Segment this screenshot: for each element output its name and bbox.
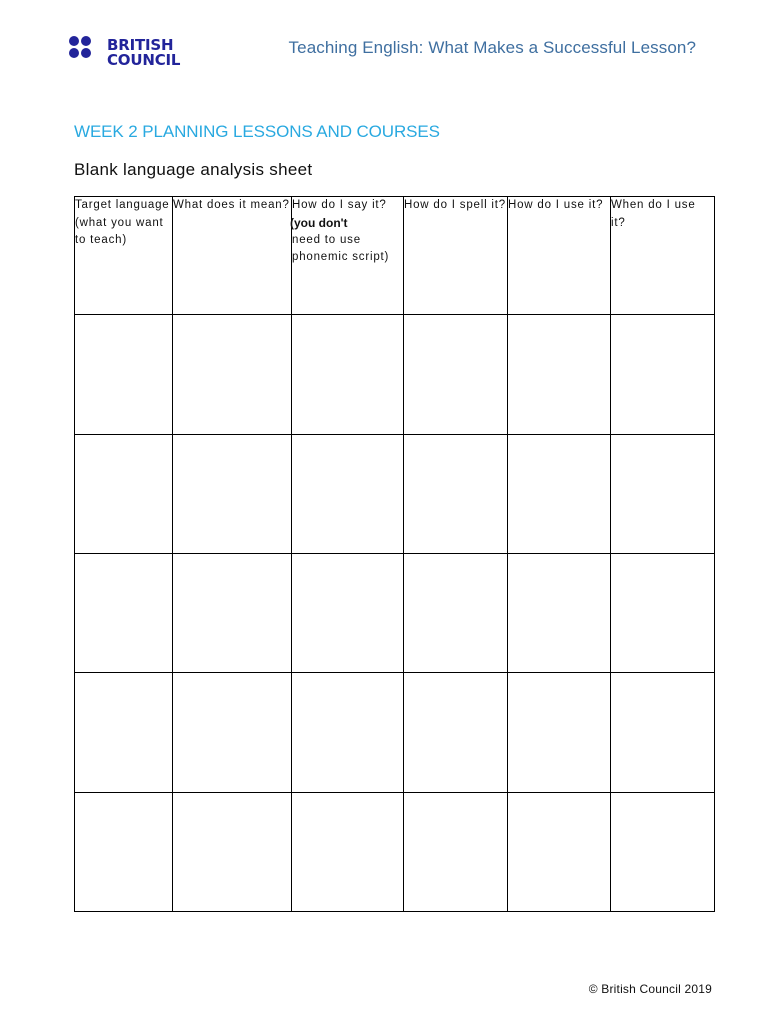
table-cell[interactable] bbox=[173, 434, 292, 553]
table-cell[interactable] bbox=[404, 315, 508, 434]
logo-dots-icon bbox=[69, 36, 103, 70]
table-cell[interactable] bbox=[292, 315, 404, 434]
table-row bbox=[75, 673, 715, 792]
table-cell[interactable] bbox=[508, 673, 611, 792]
table-row bbox=[75, 315, 715, 434]
header-meaning: What does it mean? bbox=[173, 197, 292, 315]
header-usage: How do I use it? bbox=[508, 197, 611, 315]
table-cell[interactable] bbox=[173, 553, 292, 672]
header-target-language: Target language (what you want to teach) bbox=[75, 197, 173, 315]
table-header-row bbox=[75, 197, 715, 315]
table-cell[interactable] bbox=[173, 315, 292, 434]
course-title: Teaching English: What Makes a Successful Lesson? bbox=[288, 38, 696, 57]
header-pronunciation-note: need to use phonemic script) bbox=[292, 233, 390, 263]
table-cell[interactable] bbox=[404, 434, 508, 553]
table-cell[interactable] bbox=[75, 553, 173, 672]
week-heading: WEEK 2 PLANNING LESSONS AND COURSES bbox=[74, 122, 440, 141]
copyright-footer: © British Council 2019 bbox=[588, 982, 712, 996]
table-cell[interactable] bbox=[292, 553, 404, 672]
table-cell[interactable] bbox=[173, 792, 292, 911]
table-cell[interactable] bbox=[611, 553, 715, 672]
table-cell[interactable] bbox=[508, 553, 611, 672]
table-row bbox=[75, 553, 715, 672]
header-pronunciation-label: How do I say it? bbox=[292, 199, 387, 211]
logo-line-1: BRITISH bbox=[107, 36, 174, 54]
header-pronunciation bbox=[292, 197, 404, 315]
table-cell[interactable] bbox=[508, 792, 611, 911]
table-cell[interactable] bbox=[75, 792, 173, 911]
table-cell[interactable] bbox=[292, 673, 404, 792]
table-cell[interactable] bbox=[292, 792, 404, 911]
table-cell[interactable] bbox=[292, 434, 404, 553]
table-cell[interactable] bbox=[75, 673, 173, 792]
language-analysis-table bbox=[74, 196, 715, 912]
table-cell[interactable] bbox=[75, 315, 173, 434]
table-cell[interactable] bbox=[611, 434, 715, 553]
table-cell[interactable] bbox=[404, 792, 508, 911]
header-pronunciation-note-bold: (you don't bbox=[290, 215, 348, 230]
table-row bbox=[75, 792, 715, 911]
table-cell[interactable] bbox=[508, 315, 611, 434]
sheet-title: Blank language analysis sheet bbox=[74, 160, 313, 179]
table-cell[interactable] bbox=[508, 434, 611, 553]
table-row bbox=[75, 434, 715, 553]
table-cell[interactable] bbox=[611, 673, 715, 792]
table-cell[interactable] bbox=[404, 673, 508, 792]
table-cell[interactable] bbox=[75, 434, 173, 553]
header-context: When do I use it? bbox=[611, 197, 715, 315]
header-spelling: How do I spell it? bbox=[404, 197, 508, 315]
table-cell[interactable] bbox=[611, 792, 715, 911]
table-cell[interactable] bbox=[404, 553, 508, 672]
table-cell[interactable] bbox=[611, 315, 715, 434]
table-cell[interactable] bbox=[173, 673, 292, 792]
logo-line-2: COUNCIL bbox=[107, 51, 181, 69]
logo-wordmark bbox=[107, 38, 180, 68]
british-council-logo bbox=[69, 36, 189, 70]
